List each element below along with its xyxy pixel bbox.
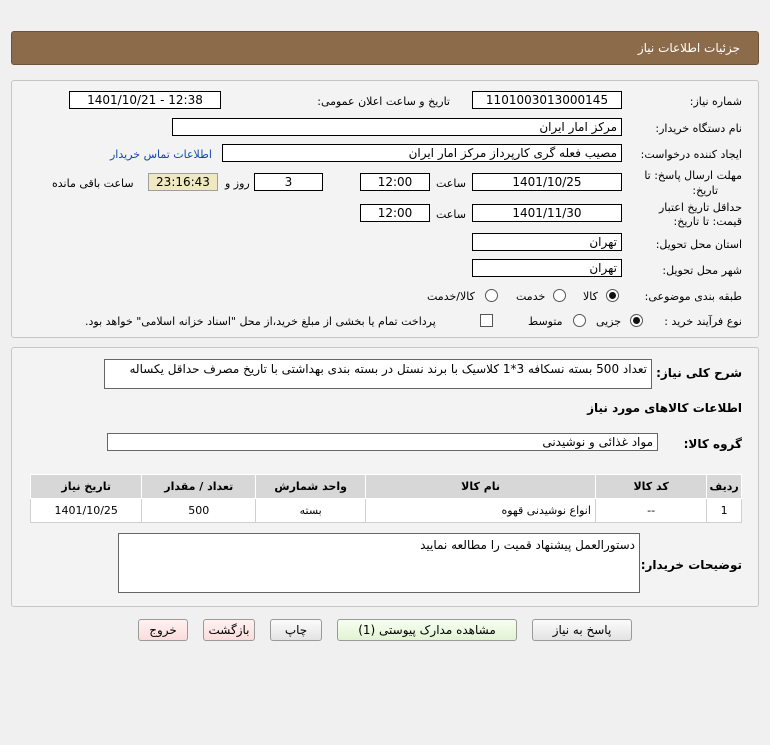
deadline-time-field: 12:00 <box>360 173 430 191</box>
category-goods-radio[interactable] <box>606 289 619 302</box>
remaining-time-label: ساعت باقی مانده <box>52 177 134 190</box>
city-label: شهر محل تحویل: <box>662 264 742 277</box>
page-title: جزئیات اطلاعات نیاز <box>637 41 740 55</box>
creator-label: ایجاد کننده درخواست: <box>640 148 742 161</box>
buyer-org-field: مرکز امار ایران <box>172 118 622 136</box>
cell-row: 1 <box>707 499 742 523</box>
category-service-radio[interactable] <box>553 289 566 302</box>
cell-unit: بسته <box>256 499 366 523</box>
col-need-date: تاریخ نیاز <box>31 475 142 499</box>
province-label: استان محل تحویل: <box>655 238 742 251</box>
process-medium-label: متوسط <box>528 315 563 328</box>
validity-label: حداقل تاریخ اعتبار <box>658 201 742 214</box>
process-minor-radio[interactable] <box>630 314 643 327</box>
col-qty: تعداد / مقدار <box>142 475 256 499</box>
deadline-label: مهلت ارسال پاسخ: تا <box>644 169 742 182</box>
validity-label-2: قیمت: تا تاریخ: <box>673 215 742 228</box>
deadline-time-label: ساعت <box>436 177 466 190</box>
announce-label: تاریخ و ساعت اعلان عمومی: <box>317 95 450 108</box>
goods-table <box>30 474 742 523</box>
category-goods-service-label: کالا/خدمت <box>427 290 475 303</box>
col-name: نام کالا <box>366 475 596 499</box>
goods-group-field: مواد غذائی و نوشیدنی <box>107 433 658 451</box>
col-row: ردیف <box>707 475 742 499</box>
category-goods-service-radio[interactable] <box>485 289 498 302</box>
buyer-contact-link[interactable]: اطلاعات تماس خریدار <box>110 148 212 161</box>
need-number-field: 1101003013000145 <box>472 91 622 109</box>
cell-qty: 500 <box>142 499 256 523</box>
announce-datetime-field: 1401/10/21 - 12:38 <box>69 91 221 109</box>
cell-code: -- <box>595 499 706 523</box>
treasury-payment-checkbox[interactable] <box>480 314 493 327</box>
process-minor-label: جزیی <box>596 315 622 328</box>
validity-date-field: 1401/11/30 <box>472 204 622 222</box>
creator-field: مصیب فعله گری کارپرداز مرکز امار ایران <box>222 144 622 162</box>
summary-field: تعداد 500 بسته نسکافه 3*1 کلاسیک با برند نستل در بسته بندی بهداشتی با تاریخ مصرف حداقل یکساله <box>104 359 652 389</box>
treasury-payment-note: پرداخت تمام یا بخشی از مبلغ خرید،از محل "اسناد خزانه اسلامی" خواهد بود. <box>85 315 436 328</box>
category-goods-label: کالا <box>583 290 598 303</box>
days-field: 3 <box>254 173 323 191</box>
buyer-notes-field: دستورالعمل پیشنهاد قمیت را مطالعه نمایید <box>118 533 640 593</box>
exit-button[interactable]: خروج <box>138 619 188 641</box>
page-header <box>11 31 759 65</box>
buyer-notes-label: توضیحات خریدار: <box>640 558 742 572</box>
reply-button[interactable]: پاسخ به نیاز <box>532 619 632 641</box>
days-label: روز و <box>225 177 250 190</box>
col-unit: واحد شمارش <box>256 475 366 499</box>
table-header-row <box>31 475 742 499</box>
back-button[interactable]: بازگشت <box>203 619 255 641</box>
validity-time-field: 12:00 <box>360 204 430 222</box>
remaining-time-field: 23:16:43 <box>148 173 218 191</box>
city-field: تهران <box>472 259 622 277</box>
category-service-label: خدمت <box>516 290 546 303</box>
buyer-org-label: نام دستگاه خریدار: <box>655 122 742 135</box>
validity-time-label: ساعت <box>436 208 466 221</box>
attachments-button[interactable]: مشاهده مدارک پیوستی (1) <box>337 619 517 641</box>
col-code: کد کالا <box>595 475 706 499</box>
goods-group-label: گروه کالا: <box>683 437 742 451</box>
deadline-date-field: 1401/10/25 <box>472 173 622 191</box>
province-field: تهران <box>472 233 622 251</box>
deadline-label-2: تاریخ: <box>692 184 718 197</box>
process-type-label: نوع فرآیند خرید : <box>664 315 742 328</box>
process-medium-radio[interactable] <box>573 314 586 327</box>
summary-label: شرح کلی نیاز: <box>656 366 742 380</box>
goods-info-title: اطلاعات کالاهای مورد نیاز <box>587 401 742 415</box>
table-row <box>31 499 742 523</box>
category-label: طبقه بندی موضوعی: <box>644 290 742 303</box>
cell-name: انواع نوشیدنی قهوه <box>366 499 596 523</box>
need-number-label: شماره نیاز: <box>689 95 742 108</box>
cell-need-date: 1401/10/25 <box>31 499 142 523</box>
print-button[interactable]: چاپ <box>270 619 322 641</box>
